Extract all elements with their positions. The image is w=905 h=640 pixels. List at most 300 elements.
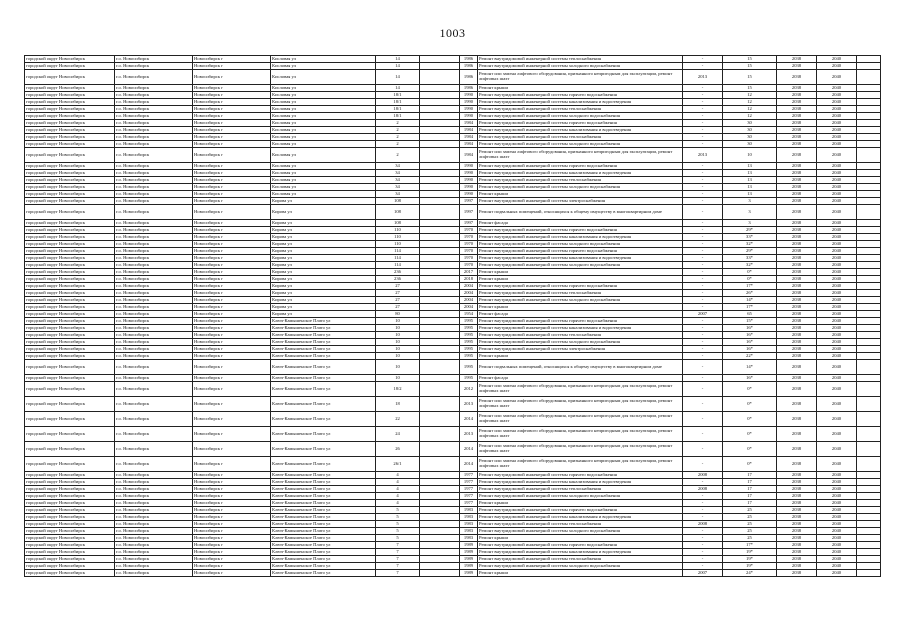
work-type-cell: Ремонт крыши	[478, 570, 683, 577]
last-repair-year-cell: -	[683, 220, 723, 227]
wear-cell: 17	[723, 472, 777, 479]
blank-cell	[420, 177, 460, 184]
blank-cell	[857, 276, 881, 283]
commission-year-cell: 1990	[460, 113, 478, 120]
plan-start-cell: 2038	[777, 486, 817, 493]
work-type-cell: Ремонт внутридомовой инженерной системы горячего водоснабжения	[478, 248, 683, 255]
blank-cell	[420, 528, 460, 535]
wear-cell: 29*	[723, 227, 777, 234]
blank-cell	[420, 191, 460, 198]
blank-cell	[420, 127, 460, 134]
commission-year-cell: 1997	[460, 220, 478, 227]
street-cell: Ключ-Камышенское Плато ул	[271, 542, 376, 549]
plan-end-cell: 2040	[817, 106, 857, 113]
work-type-cell: Ремонт внутридомовой инженерной системы горячего водоснабжения	[478, 507, 683, 514]
table-row	[25, 106, 881, 113]
table-row	[25, 304, 881, 311]
street-cell: Ключ-Камышенское Плато ул	[271, 427, 376, 442]
plan-start-cell: 2038	[777, 353, 817, 360]
okrug-cell: городской округ Новосибирск	[25, 120, 115, 127]
table-row	[25, 276, 881, 283]
page-number: 1003	[439, 26, 466, 40]
wear-cell: 33*	[723, 234, 777, 241]
wear-cell: 19*	[723, 556, 777, 563]
street-cell: Кирова ул	[271, 297, 376, 304]
house-number-cell: 2	[376, 134, 420, 141]
blank-cell	[857, 563, 881, 570]
street-cell: Кирова ул	[271, 220, 376, 227]
table-row	[25, 234, 881, 241]
blank-cell	[857, 227, 881, 234]
okrug-cell: городской округ Новосибирск	[25, 304, 115, 311]
blank-cell	[420, 563, 460, 570]
wear-cell: 17	[723, 493, 777, 500]
okrug-cell: городской округ Новосибирск	[25, 191, 115, 198]
commission-year-cell: 1990	[460, 191, 478, 198]
house-number-cell: 110	[376, 234, 420, 241]
city-cell: Новосибирск г	[193, 528, 271, 535]
wear-cell: 16*	[723, 375, 777, 382]
blank-cell	[857, 346, 881, 353]
last-repair-year-cell: -	[683, 304, 723, 311]
okrug-cell: городской округ Новосибирск	[25, 198, 115, 205]
last-repair-year-cell: 2008	[683, 486, 723, 493]
city-cell: Новосибирск г	[193, 56, 271, 63]
plan-end-cell: 2040	[817, 234, 857, 241]
commission-year-cell: 1983	[460, 528, 478, 535]
plan-end-cell: 2040	[817, 353, 857, 360]
work-type-cell: Ремонт внутридомовой инженерной системы канализования и водоотведения	[478, 99, 683, 106]
blank-cell	[420, 556, 460, 563]
plan-start-cell: 2038	[777, 170, 817, 177]
blank-cell	[857, 486, 881, 493]
work-type-cell: Ремонт внутридомовой инженерной системы холодного водоснабжения	[478, 297, 683, 304]
work-type-cell: Ремонт внутридомовой инженерной системы холодного водоснабжения	[478, 141, 683, 148]
last-repair-year-cell: -	[683, 262, 723, 269]
blank-cell	[857, 85, 881, 92]
commission-year-cell: 1995	[460, 318, 478, 325]
okrug-cell: городской округ Новосибирск	[25, 346, 115, 353]
city-cell: Новосибирск г	[193, 535, 271, 542]
commission-year-cell: 1984	[460, 120, 478, 127]
okrug-cell: городской округ Новосибирск	[25, 325, 115, 332]
okrug-cell: городской округ Новосибирск	[25, 220, 115, 227]
plan-start-cell: 2038	[777, 92, 817, 99]
house-number-cell: 80	[376, 311, 420, 318]
work-type-cell: Ремонт подвальных помещений, относящихся к общему имуществу в многоквартирном доме	[478, 205, 683, 220]
city-cell: Новосибирск г	[193, 339, 271, 346]
street-cell: Кирова ул	[271, 304, 376, 311]
table-row	[25, 353, 881, 360]
wear-cell: 26*	[723, 290, 777, 297]
okrug-cell: городской округ Новосибирск	[25, 472, 115, 479]
table-row	[25, 375, 881, 382]
municipality-cell: г.о. Новосибирск	[115, 227, 193, 234]
commission-year-cell: 1986	[460, 63, 478, 70]
wear-cell: 3	[723, 220, 777, 227]
blank-cell	[857, 521, 881, 528]
street-cell: Кисловая ул	[271, 63, 376, 70]
house-number-cell: 27	[376, 297, 420, 304]
okrug-cell: городской округ Новосибирск	[25, 311, 115, 318]
okrug-cell: городской округ Новосибирск	[25, 99, 115, 106]
commission-year-cell: 1986	[460, 70, 478, 85]
blank-cell	[420, 311, 460, 318]
city-cell: Новосибирск г	[193, 191, 271, 198]
blank-cell	[420, 304, 460, 311]
commission-year-cell: 2014	[460, 412, 478, 427]
blank-cell	[420, 106, 460, 113]
plan-start-cell: 2038	[777, 276, 817, 283]
okrug-cell: городской округ Новосибирск	[25, 528, 115, 535]
city-cell: Новосибирск г	[193, 255, 271, 262]
blank-cell	[420, 535, 460, 542]
blank-cell	[420, 339, 460, 346]
wear-cell: 32*	[723, 241, 777, 248]
street-cell: Кисловая ул	[271, 127, 376, 134]
blank-cell	[857, 205, 881, 220]
blank-cell	[857, 262, 881, 269]
work-type-cell: Ремонт внутридомовой инженерной системы горячего водоснабжения	[478, 92, 683, 99]
house-number-cell: 4	[376, 479, 420, 486]
commission-year-cell: 1983	[460, 535, 478, 542]
wear-cell: 17*	[723, 304, 777, 311]
table-row	[25, 255, 881, 262]
municipality-cell: г.о. Новосибирск	[115, 479, 193, 486]
plan-start-cell: 2038	[777, 521, 817, 528]
work-type-cell: Ремонт крыши	[478, 535, 683, 542]
table-row	[25, 63, 881, 70]
blank-cell	[420, 382, 460, 397]
plan-start-cell: 2038	[777, 528, 817, 535]
okrug-cell: городской округ Новосибирск	[25, 549, 115, 556]
table-row	[25, 290, 881, 297]
house-number-cell: 114	[376, 262, 420, 269]
plan-end-cell: 2040	[817, 141, 857, 148]
last-repair-year-cell: -	[683, 191, 723, 198]
plan-start-cell: 2038	[777, 457, 817, 472]
last-repair-year-cell: -	[683, 360, 723, 375]
municipality-cell: г.о. Новосибирск	[115, 198, 193, 205]
municipality-cell: г.о. Новосибирск	[115, 542, 193, 549]
city-cell: Новосибирск г	[193, 276, 271, 283]
plan-end-cell: 2040	[817, 570, 857, 577]
blank-cell	[420, 507, 460, 514]
plan-start-cell: 2038	[777, 99, 817, 106]
municipality-cell: г.о. Новосибирск	[115, 269, 193, 276]
blank-cell	[857, 507, 881, 514]
work-type-cell: Ремонт внутридомовой инженерной системы теплоснабжения	[478, 56, 683, 63]
blank-cell	[420, 397, 460, 412]
blank-cell	[857, 375, 881, 382]
street-cell: Ключ-Камышенское Плато ул	[271, 442, 376, 457]
plan-start-cell: 2038	[777, 255, 817, 262]
street-cell: Кисловая ул	[271, 141, 376, 148]
blank-cell	[857, 500, 881, 507]
blank-cell	[420, 290, 460, 297]
wear-cell: 25	[723, 514, 777, 521]
street-cell: Ключ-Камышенское Плато ул	[271, 479, 376, 486]
house-number-cell: 10	[376, 353, 420, 360]
table-row	[25, 283, 881, 290]
city-cell: Новосибирск г	[193, 346, 271, 353]
plan-end-cell: 2040	[817, 486, 857, 493]
blank-cell	[857, 184, 881, 191]
wear-cell: 10	[723, 148, 777, 163]
street-cell: Кисловая ул	[271, 170, 376, 177]
plan-start-cell: 2038	[777, 234, 817, 241]
wear-cell: 13	[723, 163, 777, 170]
okrug-cell: городской округ Новосибирск	[25, 113, 115, 120]
city-cell: Новосибирск г	[193, 148, 271, 163]
table-row	[25, 457, 881, 472]
table-row	[25, 70, 881, 85]
house-number-cell: 18/1	[376, 92, 420, 99]
blank-cell	[857, 234, 881, 241]
blank-cell	[857, 304, 881, 311]
work-type-cell: Ремонт внутридомовой инженерной системы канализования и водоотведения	[478, 170, 683, 177]
street-cell: Ключ-Камышенское Плато ул	[271, 318, 376, 325]
work-type-cell: Ремонт внутридомовой инженерной системы горячего водоснабжения	[478, 318, 683, 325]
blank-cell	[857, 134, 881, 141]
municipality-cell: г.о. Новосибирск	[115, 521, 193, 528]
house-number-cell: 14	[376, 85, 420, 92]
plan-end-cell: 2040	[817, 325, 857, 332]
plan-start-cell: 2038	[777, 297, 817, 304]
street-cell: Кисловая ул	[271, 70, 376, 85]
table-row	[25, 227, 881, 234]
table-row	[25, 318, 881, 325]
last-repair-year-cell: -	[683, 113, 723, 120]
table-row	[25, 521, 881, 528]
house-number-cell: 34	[376, 170, 420, 177]
municipality-cell: г.о. Новосибирск	[115, 493, 193, 500]
work-type-cell: Ремонт внутридомовой инженерной системы канализования и водоотведения	[478, 514, 683, 521]
work-type-cell: Ремонт внутридомовой инженерной системы холодного водоснабжения	[478, 241, 683, 248]
city-cell: Новосибирск г	[193, 63, 271, 70]
municipality-cell: г.о. Новосибирск	[115, 134, 193, 141]
blank-cell	[420, 184, 460, 191]
municipality-cell: г.о. Новосибирск	[115, 507, 193, 514]
house-number-cell: 7	[376, 549, 420, 556]
plan-end-cell: 2040	[817, 148, 857, 163]
last-repair-year-cell: 2013	[683, 70, 723, 85]
blank-cell	[857, 106, 881, 113]
last-repair-year-cell: -	[683, 120, 723, 127]
city-cell: Новосибирск г	[193, 493, 271, 500]
city-cell: Новосибирск г	[193, 248, 271, 255]
plan-start-cell: 2038	[777, 514, 817, 521]
plan-end-cell: 2040	[817, 304, 857, 311]
plan-start-cell: 2038	[777, 127, 817, 134]
plan-end-cell: 2040	[817, 262, 857, 269]
city-cell: Новосибирск г	[193, 262, 271, 269]
work-type-cell: Ремонт крыши	[478, 276, 683, 283]
last-repair-year-cell: -	[683, 205, 723, 220]
municipality-cell: г.о. Новосибирск	[115, 290, 193, 297]
okrug-cell: городской округ Новосибирск	[25, 353, 115, 360]
okrug-cell: городской округ Новосибирск	[25, 427, 115, 442]
house-number-cell: 108	[376, 198, 420, 205]
last-repair-year-cell: -	[683, 241, 723, 248]
street-cell: Кирова ул	[271, 276, 376, 283]
street-cell: Кирова ул	[271, 198, 376, 205]
wear-cell: 32*	[723, 262, 777, 269]
municipality-cell: г.о. Новосибирск	[115, 535, 193, 542]
wear-cell: 17	[723, 500, 777, 507]
plan-start-cell: 2038	[777, 556, 817, 563]
work-type-cell: Ремонт внутридомовой инженерной системы горячего водоснабжения	[478, 163, 683, 170]
city-cell: Новосибирск г	[193, 220, 271, 227]
city-cell: Новосибирск г	[193, 311, 271, 318]
blank-cell	[420, 472, 460, 479]
blank-cell	[857, 412, 881, 427]
house-number-cell: 10	[376, 339, 420, 346]
wear-cell: 16*	[723, 332, 777, 339]
plan-end-cell: 2040	[817, 549, 857, 556]
work-type-cell: Ремонт фасада	[478, 375, 683, 382]
plan-start-cell: 2038	[777, 339, 817, 346]
commission-year-cell: 2013	[460, 397, 478, 412]
municipality-cell: г.о. Новосибирск	[115, 412, 193, 427]
last-repair-year-cell: -	[683, 339, 723, 346]
blank-cell	[857, 297, 881, 304]
street-cell: Ключ-Камышенское Плато ул	[271, 563, 376, 570]
street-cell: Кирова ул	[271, 248, 376, 255]
last-repair-year-cell: -	[683, 134, 723, 141]
blank-cell	[420, 542, 460, 549]
blank-cell	[420, 353, 460, 360]
work-type-cell: Ремонт внутридомовой инженерной системы теплоснабжения	[478, 134, 683, 141]
last-repair-year-cell: 2007	[683, 311, 723, 318]
house-number-cell: 5	[376, 528, 420, 535]
house-number-cell: 4	[376, 472, 420, 479]
city-cell: Новосибирск г	[193, 227, 271, 234]
blank-cell	[857, 570, 881, 577]
okrug-cell: городской округ Новосибирск	[25, 297, 115, 304]
blank-cell	[857, 255, 881, 262]
last-repair-year-cell: -	[683, 542, 723, 549]
blank-cell	[420, 427, 460, 442]
blank-cell	[420, 234, 460, 241]
last-repair-year-cell: 2008	[683, 472, 723, 479]
wear-cell: 17	[723, 479, 777, 486]
table-row	[25, 184, 881, 191]
wear-cell: 30	[723, 134, 777, 141]
commission-year-cell: 1995	[460, 353, 478, 360]
work-type-cell: Ремонт внутридомовой инженерной системы теплоснабжения	[478, 106, 683, 113]
blank-cell	[420, 297, 460, 304]
commission-year-cell: 1990	[460, 177, 478, 184]
plan-end-cell: 2040	[817, 85, 857, 92]
okrug-cell: городской округ Новосибирск	[25, 85, 115, 92]
okrug-cell: городской округ Новосибирск	[25, 563, 115, 570]
blank-cell	[420, 457, 460, 472]
table-row	[25, 514, 881, 521]
last-repair-year-cell: -	[683, 184, 723, 191]
municipality-cell: г.о. Новосибирск	[115, 113, 193, 120]
blank-cell	[420, 360, 460, 375]
plan-start-cell: 2038	[777, 283, 817, 290]
house-number-cell: 114	[376, 248, 420, 255]
blank-cell	[420, 276, 460, 283]
okrug-cell: городской округ Новосибирск	[25, 92, 115, 99]
last-repair-year-cell: -	[683, 63, 723, 70]
house-number-cell: 14	[376, 56, 420, 63]
blank-cell	[857, 325, 881, 332]
municipality-cell: г.о. Новосибирск	[115, 56, 193, 63]
okrug-cell: городской округ Новосибирск	[25, 493, 115, 500]
plan-end-cell: 2040	[817, 442, 857, 457]
work-type-cell: Ремонт внутридомовой инженерной системы горячего водоснабжения	[478, 120, 683, 127]
municipality-cell: г.о. Новосибирск	[115, 332, 193, 339]
street-cell: Кисловая ул	[271, 148, 376, 163]
house-number-cell: 2	[376, 141, 420, 148]
blank-cell	[857, 177, 881, 184]
table-row	[25, 99, 881, 106]
wear-cell: 17*	[723, 542, 777, 549]
municipality-cell: г.о. Новосибирск	[115, 106, 193, 113]
blank-cell	[420, 375, 460, 382]
work-type-cell: Ремонт крыши	[478, 353, 683, 360]
plan-end-cell: 2040	[817, 479, 857, 486]
last-repair-year-cell: -	[683, 493, 723, 500]
okrug-cell: городской округ Новосибирск	[25, 141, 115, 148]
municipality-cell: г.о. Новосибирск	[115, 99, 193, 106]
plan-start-cell: 2038	[777, 493, 817, 500]
blank-cell	[857, 127, 881, 134]
house-number-cell: 2	[376, 120, 420, 127]
city-cell: Новосибирск г	[193, 563, 271, 570]
street-cell: Ключ-Камышенское Плато ул	[271, 507, 376, 514]
municipality-cell: г.о. Новосибирск	[115, 346, 193, 353]
wear-cell: 0*	[723, 412, 777, 427]
house-number-cell: 110	[376, 227, 420, 234]
plan-end-cell: 2040	[817, 472, 857, 479]
street-cell: Кисловая ул	[271, 113, 376, 120]
okrug-cell: городской округ Новосибирск	[25, 227, 115, 234]
table-row	[25, 163, 881, 170]
municipality-cell: г.о. Новосибирск	[115, 486, 193, 493]
house-number-cell: 34	[376, 163, 420, 170]
blank-cell	[420, 248, 460, 255]
plan-end-cell: 2040	[817, 241, 857, 248]
wear-cell: 25	[723, 528, 777, 535]
city-cell: Новосибирск г	[193, 500, 271, 507]
okrug-cell: городской округ Новосибирск	[25, 134, 115, 141]
last-repair-year-cell: -	[683, 412, 723, 427]
okrug-cell: городской округ Новосибирск	[25, 262, 115, 269]
work-type-cell: Ремонт внутридомовой инженерной системы горячего водоснабжения	[478, 472, 683, 479]
wear-cell: 19*	[723, 549, 777, 556]
commission-year-cell: 2014	[460, 457, 478, 472]
last-repair-year-cell: -	[683, 248, 723, 255]
work-type-cell: Ремонт внутридомовой инженерной системы холодного водоснабжения	[478, 63, 683, 70]
table-body	[25, 56, 881, 577]
wear-cell: 25	[723, 507, 777, 514]
plan-start-cell: 2038	[777, 241, 817, 248]
house-number-cell: 27	[376, 304, 420, 311]
municipality-cell: г.о. Новосибирск	[115, 457, 193, 472]
street-cell: Ключ-Камышенское Плато ул	[271, 457, 376, 472]
street-cell: Ключ-Камышенское Плато ул	[271, 549, 376, 556]
table-row	[25, 311, 881, 318]
wear-cell: 16*	[723, 346, 777, 353]
municipality-cell: г.о. Новосибирск	[115, 360, 193, 375]
house-number-cell: 18/1	[376, 106, 420, 113]
commission-year-cell: 1995	[460, 325, 478, 332]
house-number-cell: 2	[376, 127, 420, 134]
